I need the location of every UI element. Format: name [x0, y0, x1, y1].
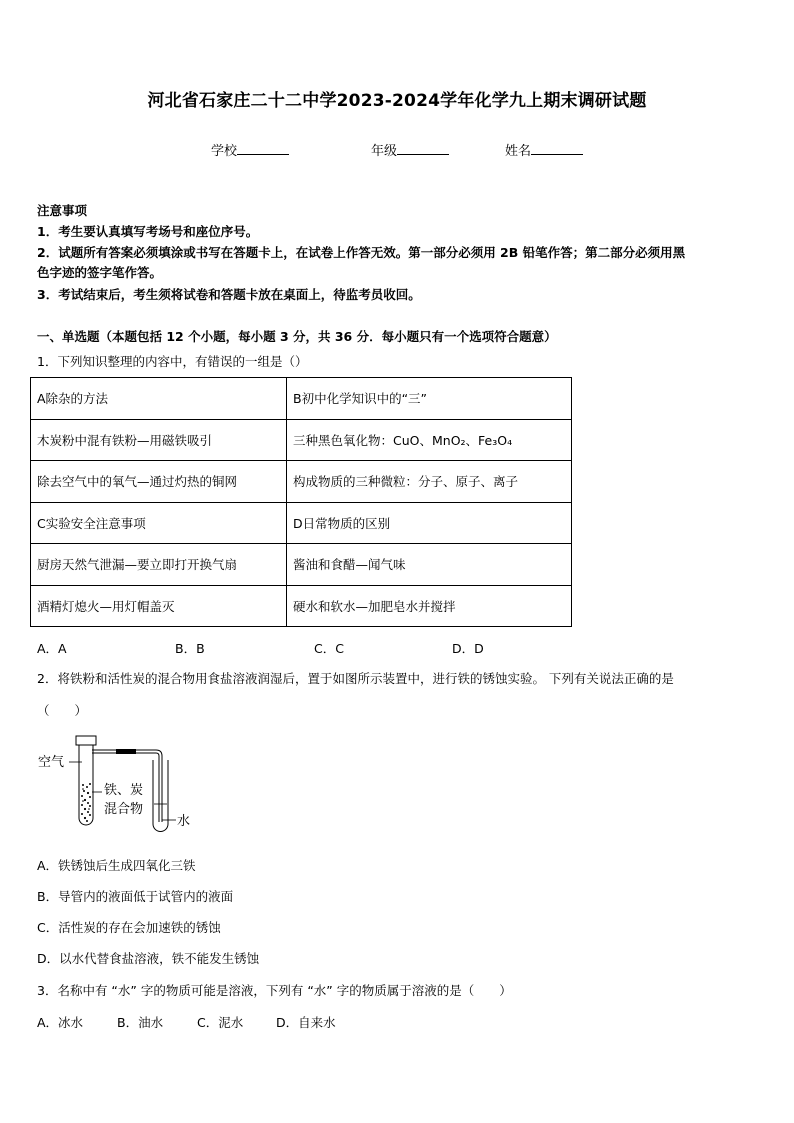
grade-blank [397, 142, 449, 155]
table-cell: 酒精灯熄火—用灯帽盖灭 [31, 585, 287, 627]
page-title: 河北省石家庄二十二中学2023-2024学年化学九上期末调研试题 [147, 91, 647, 111]
table-row [31, 378, 572, 420]
table-cell: 酱油和食醋—闻气味 [287, 544, 572, 586]
notice-item: 3．考试结束后，考生须将试卷和答题卡放在桌面上，待监考员收回。 [37, 287, 421, 302]
table-cell: A除杂的方法 [31, 378, 287, 420]
q3-option-a: A．冰水 [37, 1015, 84, 1030]
stopper [76, 736, 96, 745]
question-3-stem: 3．名称中有 “水” 字的物质可能是溶液，下列有 “水” 字的物质属于溶液的是（ ） [37, 983, 512, 998]
rust-experiment-diagram [36, 730, 206, 840]
option-c: C．C [314, 641, 344, 656]
table-cell: C实验安全注意事项 [31, 502, 287, 544]
name-label: 姓名 [505, 144, 532, 159]
question-2-stem-cont: （ ） [37, 703, 88, 718]
name-blank [531, 142, 583, 155]
mixture-label-line1: 铁、炭 [104, 783, 144, 798]
air-label: 空气 [38, 755, 65, 770]
table-cell: B初中化学知识中的“三” [287, 378, 572, 420]
grade-label: 年级 [371, 144, 398, 159]
iron-carbon-mixture [81, 782, 91, 822]
notice-heading: 注意事项 [37, 203, 88, 218]
q2-option-c: C．活性炭的存在会加速铁的锈蚀 [37, 920, 221, 935]
option-b: B．B [175, 641, 205, 656]
school-label: 学校 [211, 144, 238, 159]
notice-item: 2．试题所有答案必须填涂或书写在答题卡上，在试卷上作答无效。第一部分必须用 2B 铅笔作答；第二部分必须用黑 [37, 245, 686, 260]
table-cell: 厨房天然气泄漏—要立即打开换气扇 [31, 544, 287, 586]
school-field [211, 140, 289, 159]
notice-item: 色字迹的签字笔作答。 [37, 265, 163, 280]
table-row [31, 502, 572, 544]
test-tube-right [153, 760, 168, 832]
question-2-stem: 2．将铁粉和活性炭的混合物用食盐溶液润湿后，置于如图所示装置中，进行铁的锈蚀实验。 下列有关说法正确的是 [37, 671, 674, 686]
question-1-stem: 1．下列知识整理的内容中，有错误的一组是（） [37, 354, 308, 369]
table-row [31, 461, 572, 503]
table-row [31, 544, 572, 586]
q3-option-b: B．油水 [117, 1015, 164, 1030]
q2-option-b: B．导管内的液面低于试管内的液面 [37, 889, 234, 904]
q3-option-c: C．泥水 [197, 1015, 244, 1030]
table-cell: D日常物质的区别 [287, 502, 572, 544]
table-cell: 木炭粉中混有铁粉—用磁铁吸引 [31, 419, 287, 461]
table-cell: 三种黑色氧化物：CuO、MnO₂、Fe₃O₄ [287, 419, 572, 461]
table-cell: 硬水和软水—加肥皂水并搅拌 [287, 585, 572, 627]
mixture-label-line2: 混合物 [104, 802, 144, 817]
table-row [31, 419, 572, 461]
q3-option-d: D．自来水 [276, 1015, 336, 1030]
q2-option-d: D．以水代替食盐溶液，铁不能发生锈蚀 [37, 951, 260, 966]
rubber-connector [116, 749, 136, 754]
section-heading: 一、单选题（本题包括 12 个小题，每小题 3 分，共 36 分．每小题只有一个选项符合题意） [37, 329, 557, 344]
q2-option-a: A．铁锈蚀后生成四氧化三铁 [37, 858, 196, 873]
notice-item: 1．考生要认真填写考场号和座位序号。 [37, 224, 259, 239]
water-label: 水 [177, 814, 191, 829]
table-cell: 除去空气中的氧气—通过灼热的铜网 [31, 461, 287, 503]
option-d: D．D [452, 641, 484, 656]
name-field [505, 140, 583, 159]
table-cell: 构成物质的三种微粒：分子、原子、离子 [287, 461, 572, 503]
grade-field [371, 140, 449, 159]
knowledge-table [30, 377, 572, 627]
table-row [31, 585, 572, 627]
school-blank [237, 142, 289, 155]
option-a: A．A [37, 641, 67, 656]
